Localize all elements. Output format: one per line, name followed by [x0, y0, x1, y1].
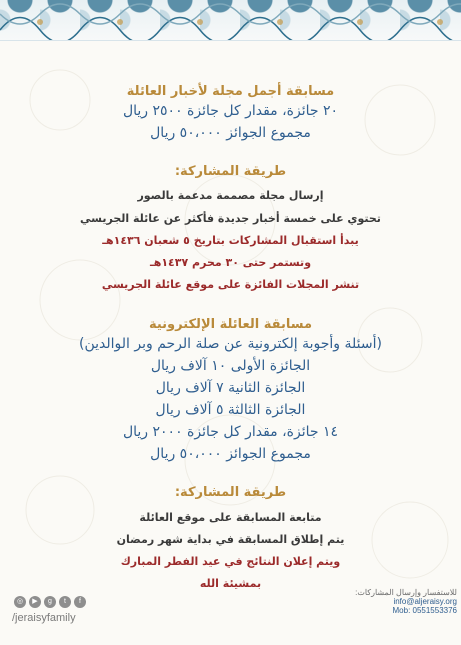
section4-line2: يتم إطلاق المسابقة في بداية شهر رمضان — [116, 533, 345, 546]
facebook-icon[interactable]: f — [74, 596, 86, 608]
section3-total: مجموع الجوائز ٥٠،٠٠٠ ريال — [150, 446, 311, 462]
contact-info — [335, 588, 457, 615]
section4-line3: ويتم إعلان النتائج في عيد الفطر المبارك — [120, 555, 341, 568]
section3-prize2: الجائزة الثانية ٧ آلاف ريال — [155, 380, 306, 396]
section4-line4: بمشيئة الله — [199, 577, 262, 590]
section3-prize1: الجائزة الأولى ١٠ آلاف ريال — [150, 358, 311, 374]
section3-prizes: ١٤ جائزة، مقدار كل جائزة ٢٠٠٠ ريال — [122, 424, 339, 440]
section3-prize3: الجائزة الثالثة ٥ آلاف ريال — [155, 402, 306, 418]
contact-phone: Mob: 0551553376 — [392, 606, 457, 615]
contact-email-link[interactable]: info@aljeraisy.org — [393, 597, 457, 606]
section4-heading: طريقة المشاركة: — [174, 485, 287, 500]
section2-line4: وتستمر حتى ٣٠ محرم ١٤٣٧هـ — [149, 256, 312, 269]
google-plus-icon[interactable]: g — [44, 596, 56, 608]
section2-line3: يبدأ استقبال المشاركات بتاريخ ٥ شعبان ١٤٣٦هـ — [102, 234, 359, 247]
twitter-icon[interactable]: t — [59, 596, 71, 608]
contact-label: للاستفسار وإرسال المشاركات: — [355, 588, 457, 597]
section2-heading: طريقة المشاركة: — [174, 164, 287, 179]
social-handle[interactable]: /jeraisyfamily — [12, 612, 76, 624]
section3-heading: مسابقة العائلة الإلكترونية — [148, 317, 313, 332]
section2-line1: إرسال مجلة مصممة مدعمة بالصور — [137, 189, 324, 202]
youtube-icon[interactable]: ▶ — [29, 596, 41, 608]
section1-prizes: ٢٠ جائزة، مقدار كل جائزة ٢٥٠٠ ريال — [122, 103, 339, 119]
section3-subtitle: (أسئلة وأجوبة إلكترونية عن صلة الرحم وبر الوالدين) — [79, 336, 382, 352]
instagram-icon[interactable]: ◎ — [14, 596, 26, 608]
section2-line2: تحتوي على خمسة أخبار جديدة فأكثر عن عائلة الجريسي — [80, 212, 381, 225]
section1-total: مجموع الجوائز ٥٠،٠٠٠ ريال — [150, 125, 311, 141]
section4-line1: متابعة المسابقة على موقع العائلة — [139, 511, 322, 524]
social-icons-row — [14, 596, 86, 608]
section2-line5: تنشر المجلات الفائزة على موقع عائلة الجريسي — [101, 278, 360, 291]
section1-heading: مسابقة أجمل مجلة لأخبار العائلة — [126, 84, 335, 99]
